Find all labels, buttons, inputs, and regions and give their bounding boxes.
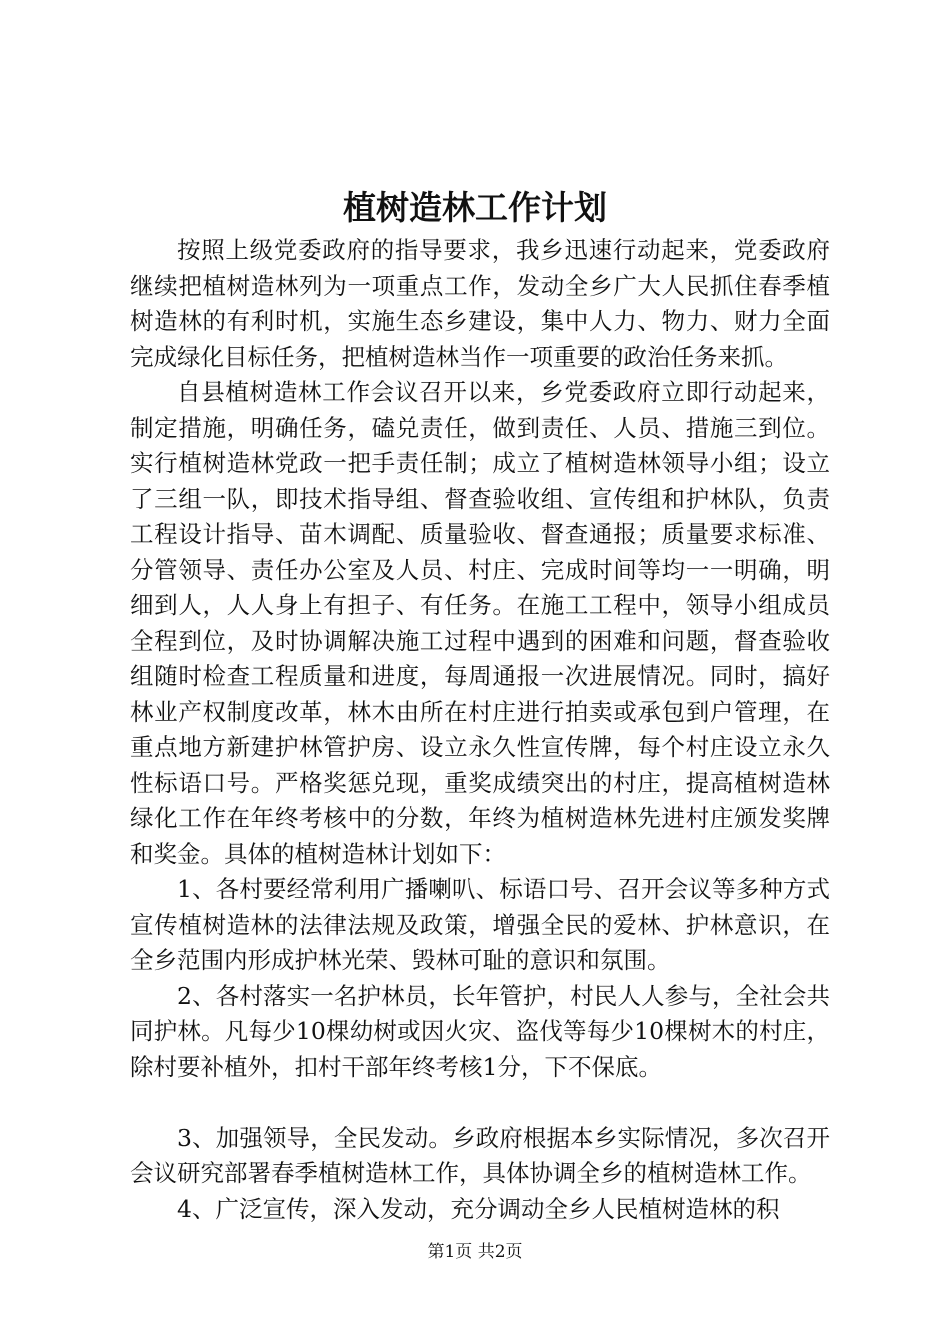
document-body [130,233,830,1227]
paragraph-item-2: 2、各村落实一名护林员，长年管护，村民人人参与，全社会共同护林。凡每少10棵幼树或因火灾、盗伐等每少10棵树木的村庄，除村要补植外，扣村干部年终考核1分，下不保底。 [130,981,830,1081]
page-footer: 第1页 共2页 [427,1242,523,1262]
paragraph-item-1: 1、各村要经常利用广播喇叭、标语口号、召开会议等多种方式宣传植树造林的法律法规及政策，增强全民的爱林、护林意识，在全乡范围内形成护林光荣、毁林可耻的意识和氛围。 [130,875,830,974]
paragraph-item-4: 4、广泛宣传，深入发动，充分调动全乡人民植树造林的积 [177,1194,780,1223]
document-title: 植树造林工作计划 [343,188,607,227]
paragraph-intro: 按照上级党委政府的指导要求，我乡迅速行动起来，党委政府继续把植树造林列为一项重点工作，发动全乡广大人民抓住春季植树造林的有利时机，实施生态乡建设，集中人力、物力、财力全面完成绿化目标任务，把植树造林当作一项重要的政治任务来抓。 [130,236,830,371]
paragraph-item-3: 3、加强领导，全民发动。乡政府根据本乡实际情况，多次召开会议研究部署春季植树造林工作，具体协调全乡的植树造林工作。 [130,1123,830,1187]
paragraph-measures: 自县植树造林工作会议召开以来，乡党委政府立即行动起来，制定措施，明确任务，磕兑责任，做到责任、人员、措施三到位。实行植树造林党政一把手责任制；成立了植树造林领导小组；设立了三组一队，即技术指导组、督查验收组、宣传组和护林队，负责工程设计指导、苗木调配、质量验收、督查通报；质量要求标准、分管领导、责任办公室及人员、村庄、完成时间等均一一明确，明细到人，人人身上有担子、有任务。在施工工程中，领导小组成员全程到位，及时协调解决施工过程中遇到的困难和问题，督查验收组随时检查工程质量和进度，每周通报一次进展情况。同时，搞好林业产权制度改革，林木由所在村庄进行拍卖或承包到户管理，在重点地方新建护林管护房、设立永久性宣传牌，每个村庄设立永久性标语口号。严格奖惩兑现，重奖成绩突出的村庄，提高植树造林绿化工作在年终考核中的分数，年终为植树造林先进村庄颁发奖牌和奖金。具体的植树造林计划如下： [130,378,830,868]
